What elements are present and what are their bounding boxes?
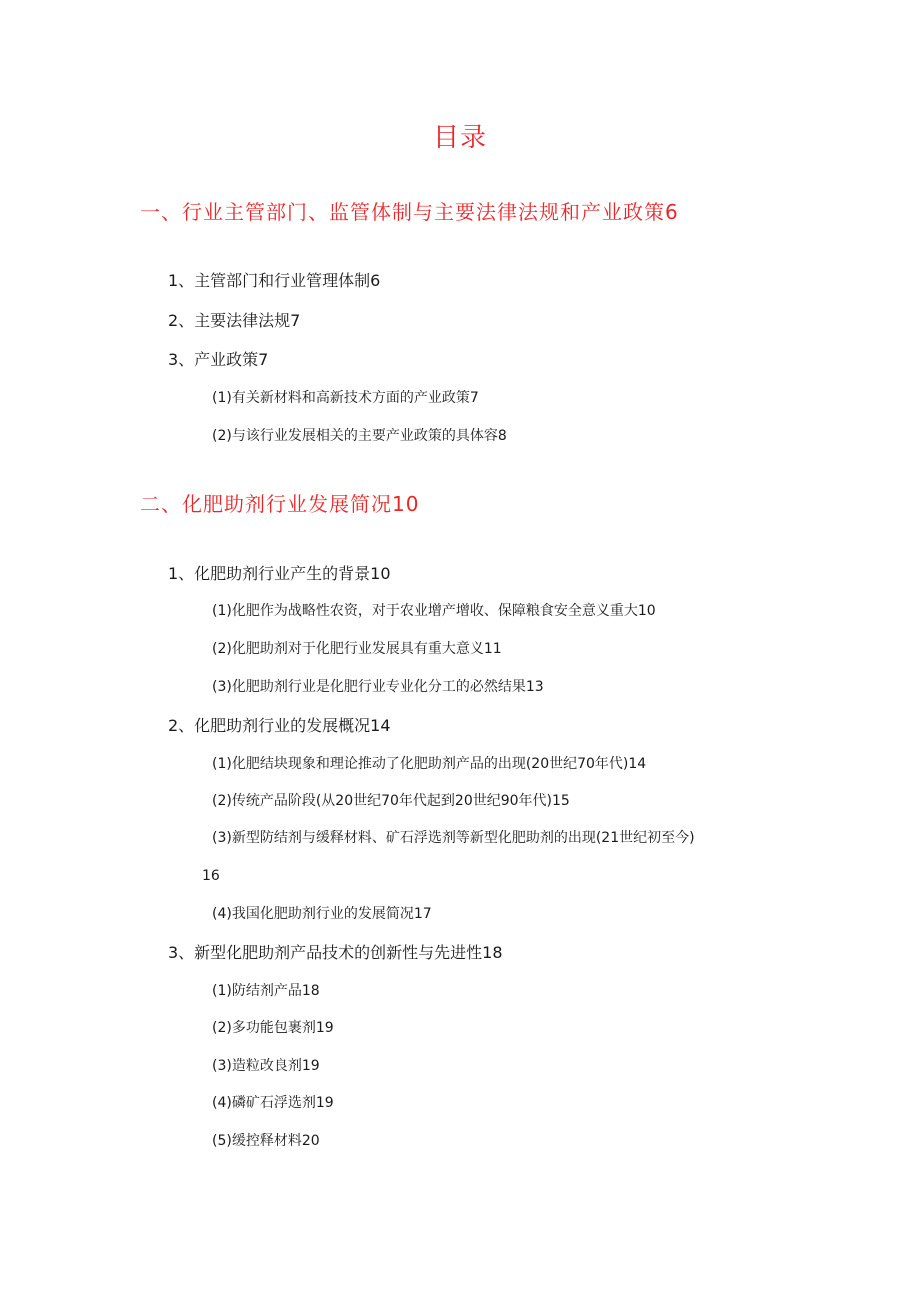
page-title: 目录 xyxy=(432,123,487,153)
toc-subitem-2-1-1[interactable]: (1)化肥作为战略性农资，对于农业增产增收、保障粮食安全意义重大10 xyxy=(212,603,656,619)
toc-item-2-3[interactable]: 3、新型化肥助剂产品技术的创新性与先进性18 xyxy=(168,943,503,962)
toc-item-1-1[interactable]: 1、主管部门和行业管理体制6 xyxy=(168,271,381,290)
toc-subitem-2-2-3[interactable]: (3)新型防结剂与缓释材料、矿石浮选剂等新型化肥助剂的出现(21世纪初至今) xyxy=(212,830,695,846)
toc-subitem-2-3-2[interactable]: (2)多功能包裹剂19 xyxy=(212,1020,334,1036)
toc-subitem-2-3-5[interactable]: (5)缓控释材料20 xyxy=(212,1133,320,1149)
toc-subitem-2-1-3[interactable]: (3)化肥助剂行业是化肥行业专业化分工的必然结果13 xyxy=(212,679,544,695)
toc-subitem-1-3-1[interactable]: (1)有关新材料和高新技术方面的产业政策7 xyxy=(212,390,479,406)
toc-subitem-2-1-2[interactable]: (2)化肥助剂对于化肥行业发展具有重大意义11 xyxy=(212,641,502,657)
toc-item-2-1[interactable]: 1、化肥助剂行业产生的背景10 xyxy=(168,564,391,583)
toc-item-2-2[interactable]: 2、化肥助剂行业的发展概况14 xyxy=(168,716,391,735)
toc-heading-2[interactable]: 二、化肥助剂行业发展简况10 xyxy=(140,492,420,516)
toc-item-1-2[interactable]: 2、主要法律法规7 xyxy=(168,311,301,330)
toc-subitem-2-2-1[interactable]: (1)化肥结块现象和理论推动了化肥助剂产品的出现(20世纪70年代)14 xyxy=(212,756,647,772)
toc-subitem-2-2-2[interactable]: (2)传统产品阶段(从20世纪70年代起到20世纪90年代)15 xyxy=(212,793,570,809)
toc-subitem-2-2-3-page[interactable]: 16 xyxy=(202,868,220,884)
toc-subitem-2-2-4[interactable]: (4)我国化肥助剂行业的发展简况17 xyxy=(212,906,432,922)
toc-subitem-2-3-4[interactable]: (4)磷矿石浮选剂19 xyxy=(212,1095,334,1111)
toc-subitem-2-3-3[interactable]: (3)造粒改良剂19 xyxy=(212,1058,320,1074)
toc-subitem-1-3-2[interactable]: (2)与该行业发展相关的主要产业政策的具体容8 xyxy=(212,428,507,444)
toc-subitem-2-3-1[interactable]: (1)防结剂产品18 xyxy=(212,983,320,999)
toc-item-1-3[interactable]: 3、产业政策7 xyxy=(168,350,269,369)
toc-heading-1[interactable]: 一、行业主管部门、监管体制与主要法律法规和产业政策6 xyxy=(140,200,679,224)
